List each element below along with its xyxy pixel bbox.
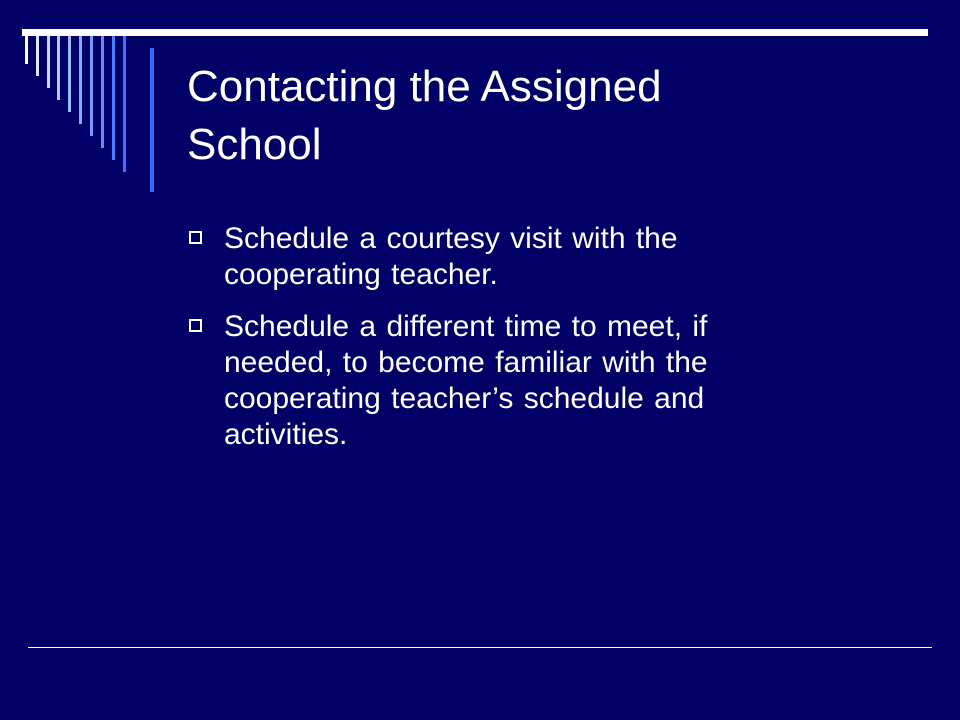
bullet-item-2 xyxy=(186,309,826,453)
title-line-2: School xyxy=(187,120,322,169)
bullet-line-1-2: cooperating teacher. xyxy=(224,258,498,291)
title-line-1: Contacting the Assigned xyxy=(187,62,662,111)
bullet-list xyxy=(186,221,826,469)
hollow-square-icon xyxy=(189,231,202,244)
bullet-line-2-2: needed, to become familiar with the xyxy=(224,346,708,379)
stripe-10 xyxy=(123,36,126,172)
stripe-8 xyxy=(101,36,104,148)
stripe-11 xyxy=(150,48,154,192)
bottom-rule xyxy=(28,647,932,648)
stripe-7 xyxy=(90,36,93,136)
stripe-4 xyxy=(57,36,60,100)
stripe-1 xyxy=(25,36,28,64)
hollow-square-icon xyxy=(189,319,202,332)
stripe-9 xyxy=(112,36,115,160)
stripe-5 xyxy=(68,36,71,112)
stripe-6 xyxy=(79,36,82,124)
bullet-item-1 xyxy=(186,221,826,293)
bullet-line-2-4: activities. xyxy=(224,418,348,451)
slide-title xyxy=(187,58,907,174)
bullet-line-2-3: cooperating teacher’s schedule and xyxy=(224,382,705,415)
bullet-line-2-1: Schedule a different time to meet, if xyxy=(224,310,708,343)
bullet-line-1-1: Schedule a courtesy visit with the xyxy=(224,222,678,255)
stripe-3 xyxy=(47,36,50,88)
stripes-decoration xyxy=(0,0,160,200)
stripe-2 xyxy=(36,36,39,76)
